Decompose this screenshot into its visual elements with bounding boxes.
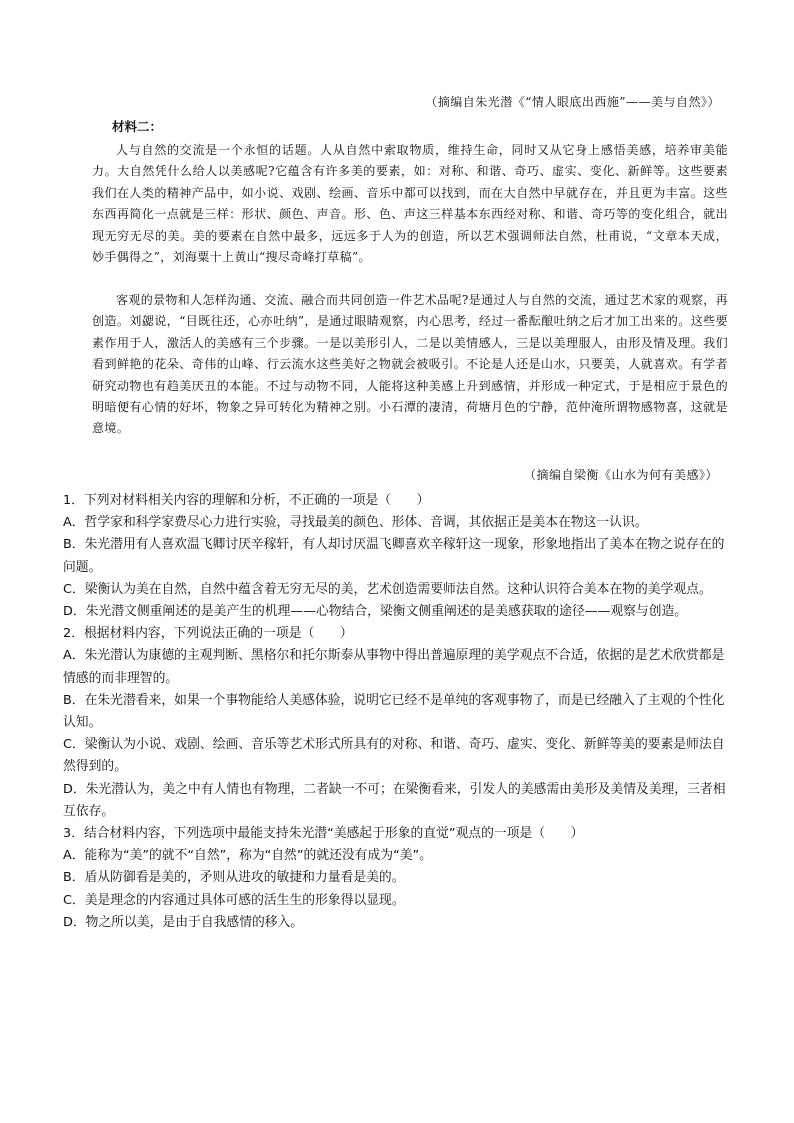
material-paragraph-2	[92, 290, 728, 440]
option-d: D．朱光潜文侧重阐述的是美产生的机理——心物结合，梁衡文侧重阐述的是美感获取的途径——观察与创造。	[63, 604, 688, 620]
option-c: C．梁衡认为美在自然，自然中蕴含着无穷无尽的美，艺术创造需要师法自然。这种认识符合美本在物的美学观点。	[63, 581, 712, 597]
question-stem: 2．根据材料内容，下列说法正确的一项是（ ）	[63, 626, 353, 642]
material-paragraph-1	[92, 140, 728, 268]
option-c: C．美是理念的内容通过具体可感的活生生的形象得以显现。	[63, 892, 405, 908]
paragraph-text: 人与自然的交流是一个永恒的话题。人从自然中索取物质，维持生命，同时又从它身上感悟美感，培养审美能力。大自然凭什么给人以美感呢?它蕴含有许多美的要素，如：对称、和谐、奇巧、虚实、变化、新鲜等。这些要素我们在人类的精神产品中，如小说、戏剧、绘画、音乐中都可以找到，而在大自然中早就存在，并且更为丰富。这些东西再简化一点就是三样：形状、颜色、声音。形、色、声这三样基本东西经对称、和谐、奇巧等的变化组合，就出现无穷无尽的美。美的要素在自然中最多，远远多于人为的创造，所以艺术强调师法自然，杜甫说，“文章本天成，妙手偶得之”，刘海粟十上黄山“搜尽奇峰打草稿”。	[92, 143, 728, 265]
option-a: A．哲学家和科学家费尽心力进行实验，寻找最美的颜色、形体、音调，其依据正是美本在物这一认识。	[63, 515, 648, 531]
option-b: B．在朱光潜看来，如果一个事物能给人美感体验，说明它已经不是单纯的客观事物了，而是已经融入了主观的个性化认知。	[63, 692, 725, 731]
option-b: B．盾从防御看是美的，矛则从进攻的敏捷和力量看是美的。	[63, 870, 405, 886]
option-c: C．梁衡认为小说、戏剧、绘画、音乐等艺术形式所具有的对称、和谐、奇巧、虚实、变化、新鲜等美的要素是师法自然得到的。	[63, 737, 725, 775]
option-a: A．朱光潜认为康德的主观判断、黑格尔和托尔斯泰从事物中得出普遍原理的美学观点不合适，依据的是艺术欣赏都是情感的而非理智的。	[63, 648, 725, 686]
option-b: B．朱光潜用有人喜欢温飞卿讨厌辛稼轩，有人却讨厌温飞卿喜欢辛稼轩这一现象，形象地指出了美本在物之说存在的问题。	[63, 537, 725, 575]
source-citation-1: （摘编自朱光潜《“情人眼底出西施”——美与自然》）	[425, 95, 720, 109]
question-stem: 1．下列对材料相关内容的理解和分析，不正确的一项是（ ）	[63, 493, 430, 508]
question-list	[63, 490, 731, 934]
source-citation-2: （摘编自梁衡《山水为何有美感》）	[523, 468, 718, 482]
material-title: 材料二：	[112, 119, 163, 134]
question-1	[63, 490, 731, 623]
option-d: D．物之所以美，是由于自我感情的移入。	[63, 914, 304, 930]
option-d: D．朱光潜认为，美之中有人情也有物理，二者缺一不可；在梁衡看来，引发人的美感需由美形及美情及美理，三者相互依存。	[63, 781, 726, 819]
question-3	[63, 823, 731, 934]
option-a: A．能称为“美”的就不“自然”，称为“自然”的就还没有成为“美”。	[63, 848, 432, 864]
paragraph-text: 客观的景物和人怎样沟通、交流、融合而共同创造一件艺术品呢?是通过人与自然的交流，通过艺术家的观察，再创造。刘勰说，“目既往还，心亦吐纳”，是通过眼睛观察，内心思考，经过一番酝酿吐纳之后才加工出来的。这些要素作用于人，激活人的美感有三个步骤。一是以美形引人，二是以美情感人，三是以美理服人，由形及情及理。我们看到鲜艳的花朵、奇伟的山峰、行云流水这些美好之物就会被吸引。不论是人还是山水，只要美，人就喜欢。有学者研究动物也有趋美厌丑的本能。不过与动物不同，人能将这种美感上升到感情，并形成一种定式，于是相应于景色的明暗便有心情的好坏，物象之异可转化为精神之别。小石潭的凄清，荷塘月色的宁静，范仲淹所谓物感物喜，这就是意境。	[92, 293, 728, 436]
question-2	[63, 623, 731, 823]
question-stem: 3．结合材料内容，下列选项中最能支持朱光潜“美感起于形象的直觉”观点的一项是（ ）	[63, 826, 584, 842]
